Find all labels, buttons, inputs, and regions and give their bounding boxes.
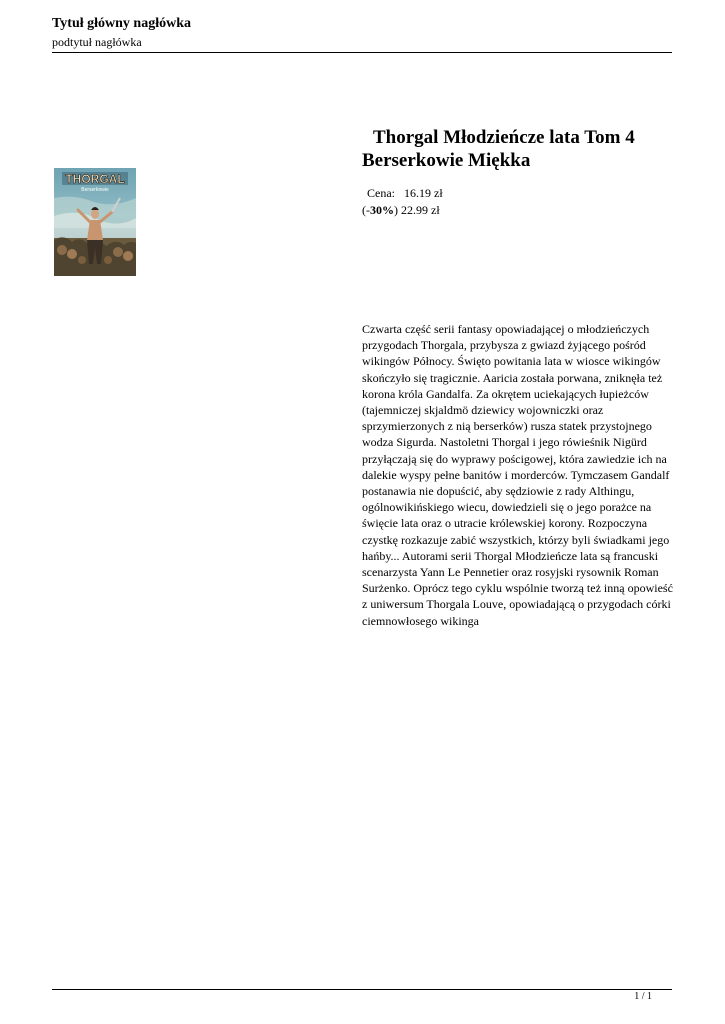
- header-divider: [52, 52, 672, 53]
- footer-divider: [52, 989, 672, 990]
- cover-subtitle-text: Berserkowie: [81, 187, 109, 193]
- book-description: Czwarta część serii fantasy opowiadającej o młodzieńczych przygodach Thorgala, przybysza z gwiazd żyjącego pośród wikingów Północy. Święto powitania lata w wiosce wikingów skończyło się tragicznie. Aaricia została porwana, zniknęła też korona króla Gandalfa. Za okrętem uciekających łupieżców (tajemniczej skjaldmö dziewicy wojowniczki oraz sprzymierzonych z nią berserków) rusza statek przystojnego wodza Sigurda. Nastoletni Thorgal i jego rówieśnik Nigürd przyłączają się do wyprawy pościgowej, która zawiedzie ich na dalekie wyspy pełne banitów i morderców. Tymczasem Gandalf postanawia nie dopuścić, aby sędziowie z rady Althingu, ogólnowikińskiego wiecu, dowiedzieli się o jego porażce na święcie lata oraz o utracie królewskiej korony. Rozpoczyna czystkę rozkazuje zabić wszystkich, którzy byli świadkami jego hańby... Autorami serii Thorgal Młodzieńcze lata są francuski scenarzysta Yann Le Pennetier oraz rosyjski rysownik Roman Surżenko. Oprócz tego cyklu wspólnie tworzą też inną opowieść z uniwersum Thorgala Louve, opowiadającą o przygodach córki ciemnowłosego wikinga: [362, 322, 673, 628]
- old-price-value: 22.99 zł: [401, 203, 440, 217]
- price-line: [362, 185, 443, 201]
- discount-value: 30%: [370, 203, 394, 217]
- book-title: Thorgal Młodzieńcze lata Tom 4 Berserkowie Miękka: [362, 127, 635, 171]
- price-label: Cena:: [367, 186, 395, 200]
- header-subtitle: podtytuł nagłówka: [52, 35, 142, 49]
- discount-suffix: ): [394, 203, 398, 217]
- book-cover-image: [54, 168, 136, 276]
- old-price-line: [362, 202, 440, 218]
- discount-prefix: (-: [362, 203, 370, 217]
- page-number: 1 / 1: [634, 991, 652, 1002]
- cover-logo-text: THORGAL: [65, 172, 125, 186]
- header-title: Tytuł główny nagłówka: [52, 16, 191, 31]
- price-value: 16.19 zł: [404, 186, 443, 200]
